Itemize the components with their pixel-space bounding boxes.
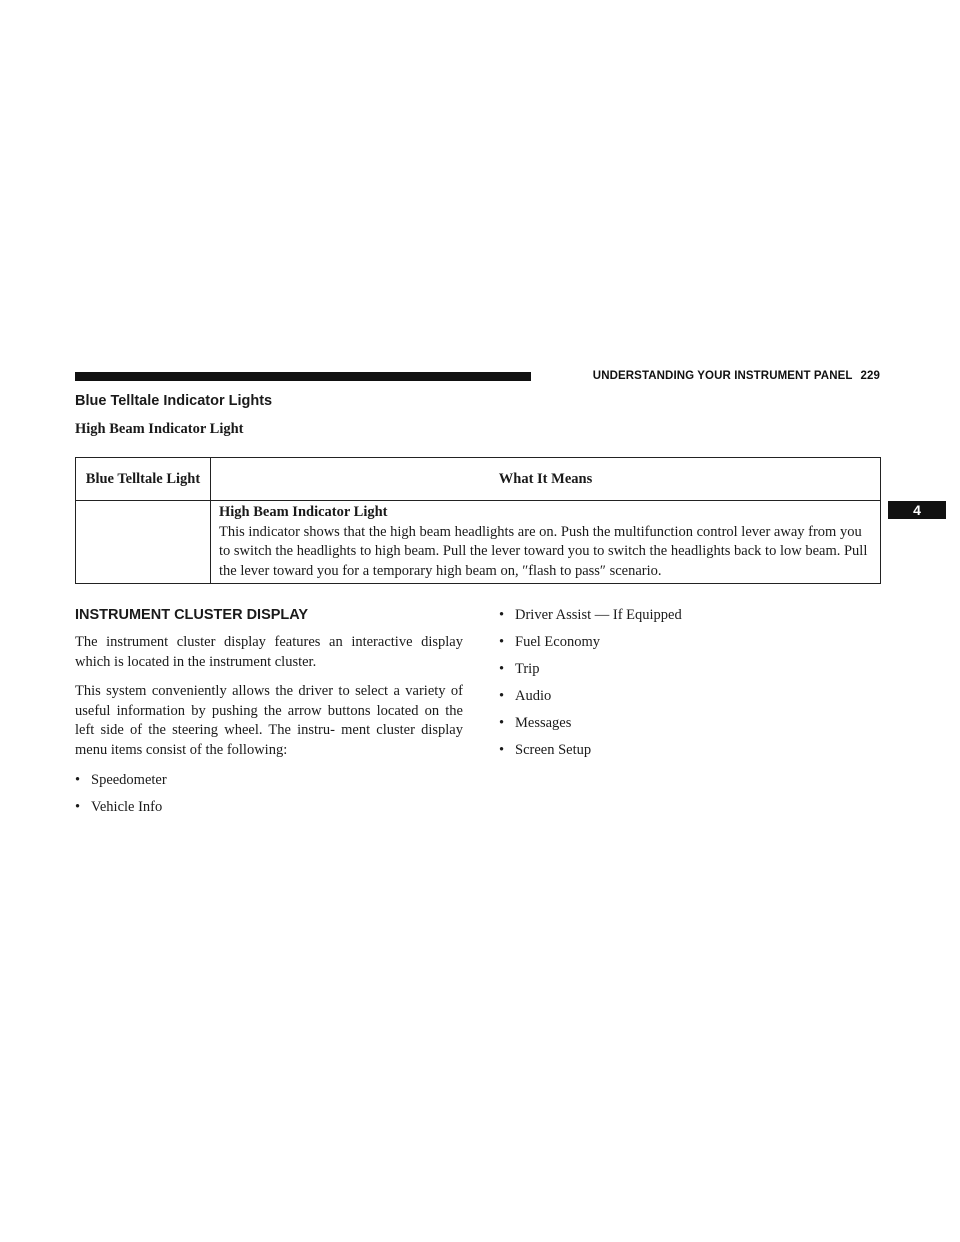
paragraph: The instrument cluster display features an interactive display which is located in the instrument cluster.: [75, 634, 463, 670]
row-title: High Beam Indicator Light: [219, 504, 388, 520]
list-item: • Trip: [499, 660, 879, 680]
row-body: This indicator shows that the high beam headlights are on. Push the multifunction control lever away from you to switch the headlights to high beam. Pull the lever toward you to switch the headlights back to low beam. Pull the lever toward you for a temporary high beam on, ″flash to pass″ scenario.: [219, 523, 868, 579]
list-item: • Messages: [499, 714, 879, 734]
menu-list-right: [499, 606, 879, 761]
running-title: UNDERSTANDING YOUR INSTRUMENT PANEL: [592, 370, 853, 382]
section-title: Blue Telltale Indicator Lights: [75, 393, 273, 409]
cluster-heading: INSTRUMENT CLUSTER DISPLAY: [75, 607, 309, 623]
list-item: • Vehicle Info: [75, 798, 463, 818]
telltale-table: [75, 457, 881, 584]
column-header-meaning: What It Means: [211, 458, 881, 501]
meaning-cell: [211, 501, 881, 584]
table-row: [76, 501, 881, 584]
header-rule: [75, 372, 531, 381]
running-header: [540, 370, 880, 384]
list-item: • Driver Assist — If Equipped: [499, 606, 879, 626]
menu-list-left: [75, 771, 463, 818]
right-column: [499, 606, 879, 769]
table-header-row: [76, 458, 881, 501]
list-item: • Fuel Economy: [499, 633, 879, 653]
telltale-icon-cell: [76, 501, 211, 584]
list-item: • Audio: [499, 687, 879, 707]
chapter-tab: 4: [888, 501, 946, 519]
list-item: • Screen Setup: [499, 741, 879, 761]
section-subtitle: High Beam Indicator Light: [75, 421, 244, 437]
list-item: • Speedometer: [75, 771, 463, 791]
page-number: 229: [860, 370, 880, 382]
paragraph: This system conveniently allows the driver to select a variety of useful information by pushing the arrow buttons located on the left side of the steering wheel. The instru- ment cluster display menu items consist of the following:: [75, 683, 463, 758]
left-column: [75, 633, 463, 825]
column-header-telltale: Blue Telltale Light: [76, 458, 211, 501]
